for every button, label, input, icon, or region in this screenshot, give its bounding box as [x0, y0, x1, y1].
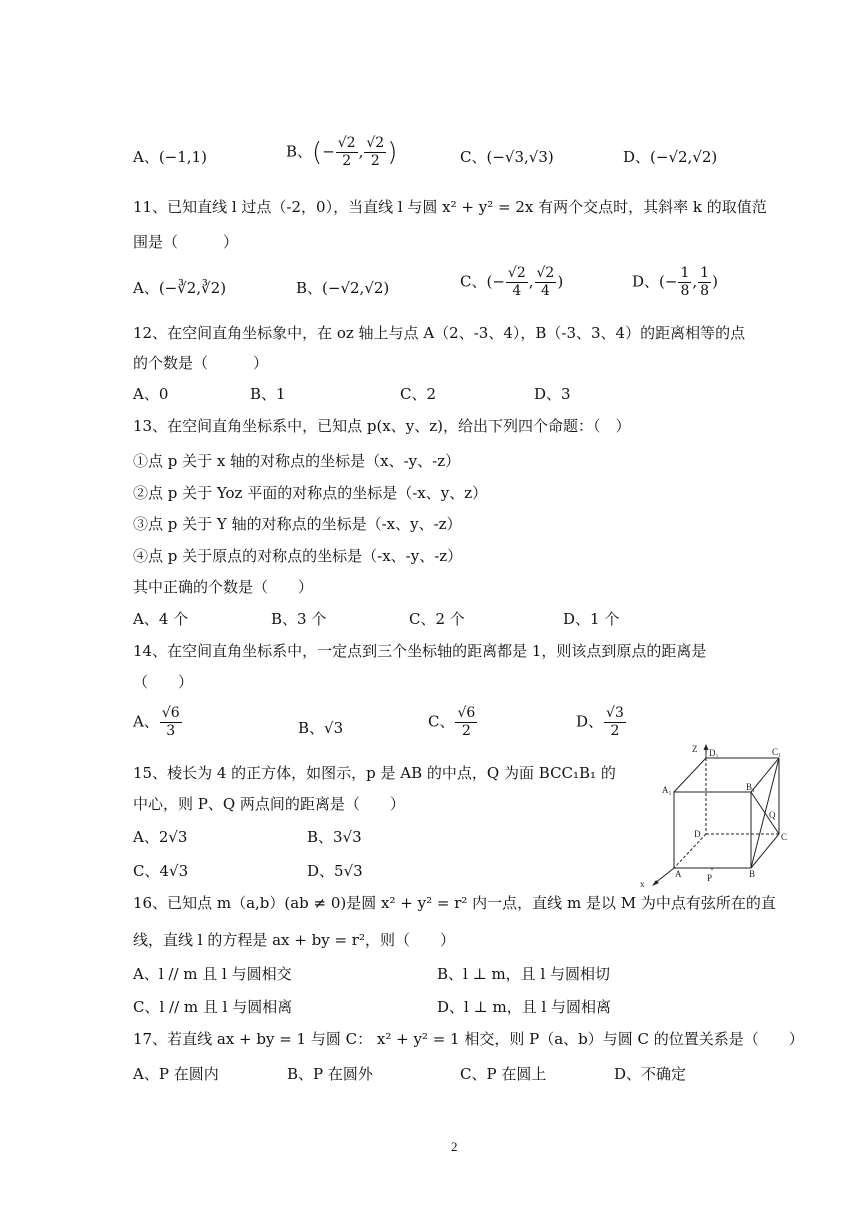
q13-stem: 13、在空间直角坐标系中，已知点 p(x、y、z)，给出下列四个命题：（ ）: [133, 417, 631, 435]
page-number: 2: [451, 1139, 458, 1154]
q17-option-c: C、P 在圆上: [460, 1065, 547, 1083]
q15-stem-line1: 15、棱长为 4 的正方体，如图示，p 是 AB 的中点，Q 为面 BCC₁B₁ 的: [133, 764, 616, 782]
q13-option-b: B、3 个: [271, 610, 327, 628]
q14-option-d: D、 $\frac{√3}{2}$: [576, 705, 624, 739]
label-c: C: [781, 832, 788, 842]
q17-option-b: B、P 在圆外: [287, 1065, 373, 1083]
q15-stem-line2: 中心，则 P、Q 两点间的距离是（ ）: [133, 795, 405, 813]
cube-figure: [636, 742, 796, 890]
q11-option-d: D、(− $\frac{1}{8}$ , $\frac{1}{8}$ ): [632, 265, 718, 299]
q16-option-b: B、l ⊥ m，且 l 与圆相切: [437, 965, 611, 983]
q10-option-b-prefix: B、: [286, 142, 313, 161]
q16-option-a: A、l // m 且 l 与圆相交: [133, 965, 292, 983]
q11-stem-line2: 围是（ ）: [133, 233, 239, 251]
q16-stem-line1: 16、已知点 m（a,b）(ab ≠ 0)是圆 x² + y² = r² 内一点，直线 m 是以 M 为中点有弦所在的直: [133, 894, 776, 912]
q12-stem-line1: 12、在空间直角坐标象中，在 oz 轴上与点 A（2、-3、4），B（-3、3、4）的距离相等的点: [133, 324, 746, 342]
q15-option-a: A、2√3: [133, 828, 188, 846]
q15-option-c: C、4√3: [133, 862, 189, 880]
q13-item-1: ①点 p 关于 x 轴的对称点的坐标是（x、-y、-z）: [133, 452, 461, 470]
label-z: Z: [692, 744, 698, 754]
front-face: [674, 792, 751, 868]
label-b: B: [749, 869, 756, 879]
q13-option-a: A、4 个: [133, 610, 189, 628]
q14-option-c: C、 $\frac{√6}{2}$: [428, 705, 476, 739]
q16-option-c: C、l // m 且 l 与圆相离: [133, 998, 293, 1016]
label-a: A: [675, 869, 682, 879]
q14-option-b: B、√3: [298, 719, 344, 737]
q13-ask: 其中正确的个数是（ ）: [133, 578, 314, 596]
q12-option-d: D、3: [534, 385, 571, 403]
label-c1: C₁: [772, 747, 782, 757]
label-x: x: [640, 879, 645, 889]
q10-option-d: D、(−√2,√2): [623, 148, 718, 166]
label-a1: A₁: [662, 785, 672, 795]
q16-option-d: D、l ⊥ m，且 l 与圆相离: [437, 998, 612, 1016]
q13-option-d: D、1 个: [563, 610, 620, 628]
q16-stem-line2: 线，直线 l 的方程是 ax + by = r²，则（ ）: [133, 931, 455, 949]
q14-stem-line1: 14、在空间直角坐标系中，一定点到三个坐标轴的距离都是 1，则该点到原点的距离是: [133, 642, 707, 660]
label-d1: D₁: [709, 748, 719, 758]
edge-a1d1: [674, 758, 706, 792]
q14-stem-line2: （ ）: [133, 673, 194, 691]
q13-item-2: ②点 p 关于 Yoz 平面的对称点的坐标是（-x、y、z）: [133, 484, 488, 502]
q15-option-b: B、3√3: [307, 828, 362, 846]
q10-b-frac2: $\frac{√2}{2}$: [366, 135, 385, 169]
edge-da-hidden: [674, 834, 706, 868]
q15-option-d: D、5√3: [307, 862, 363, 880]
z-axis-arrow: [704, 744, 709, 750]
q11-option-a: A、(−∛2,∛2): [133, 279, 227, 297]
q12-option-c: C、2: [400, 385, 437, 403]
q12-option-a: A、0: [133, 385, 169, 403]
q11-option-b: B、(−√2,√2): [296, 279, 390, 297]
label-p: P: [707, 873, 713, 883]
q13-item-4: ④点 p 关于原点的对称点的坐标是（-x、-y、-z）: [133, 547, 463, 565]
label-d: D: [694, 829, 701, 839]
q11-stem-line1: 11、已知直线 l 过点（-2，0），当直线 l 与圆 x² + y² = 2x 有两个交点时，其斜率 k 的取值范: [133, 198, 767, 216]
q17-option-a: A、P 在圆内: [133, 1065, 219, 1083]
q12-stem-line2: 的个数是（ ）: [133, 354, 269, 372]
q14-option-a: A、 $\frac{√6}{3}$: [133, 705, 180, 739]
q12-option-b: B、1: [250, 385, 286, 403]
label-b1: B₁: [746, 782, 756, 792]
label-q: Q: [769, 810, 776, 820]
q10-option-c: C、(−√3,√3): [460, 148, 554, 166]
q17-stem: 17、若直线 ax + by = 1 与圆 C： x² + y² = 1 相交，则 P（a、b）与圆 C 的位置关系是（ ）: [133, 1030, 804, 1048]
q11-option-c: C、(− $\frac{√2}{4}$ , $\frac{√2}{4}$ ): [460, 265, 564, 299]
q13-item-3: ③点 p 关于 Y 轴的对称点的坐标是（-x、y、-z）: [133, 515, 462, 533]
q10-option-a: A、(−1,1): [133, 148, 207, 166]
q17-option-d: D、不确定: [614, 1065, 687, 1083]
q10-option-b: B、(− $\frac{√2}{2}$ , $\frac{√2}{2}$ ): [286, 135, 398, 169]
q13-option-c: C、2 个: [409, 610, 465, 628]
q10-b-frac1: $\frac{√2}{2}$: [337, 135, 356, 169]
